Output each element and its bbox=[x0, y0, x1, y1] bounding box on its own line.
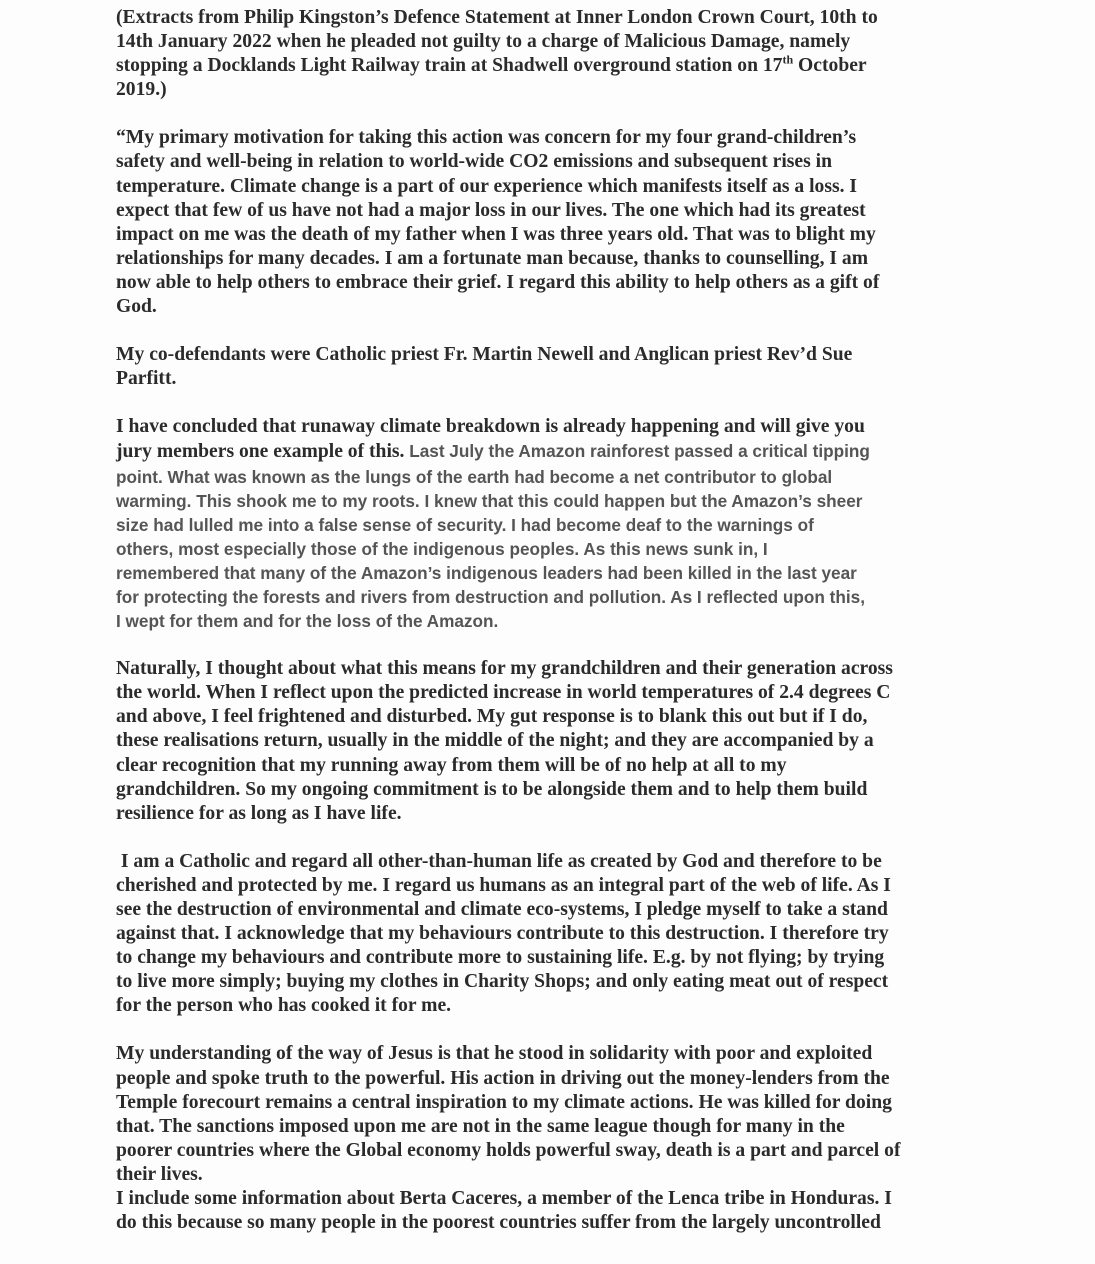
text-line: remembered that many of the Amazon’s indigenous leaders had been killed in the last year bbox=[116, 562, 857, 583]
text-line: grandchildren. So my ongoing commitment is to be alongside them and to help them build bbox=[116, 778, 868, 800]
text-fragment: jury members one example of this. bbox=[116, 441, 405, 463]
text-line: others, most especially those of the indigenous peoples. As this news sunk in, I bbox=[116, 538, 768, 559]
text-line: these realisations return, usually in the middle of the night; and they are accompanied by a bbox=[116, 730, 874, 752]
text-line: see the destruction of environmental and climate eco-systems, I pledge myself to take a stand bbox=[116, 899, 888, 920]
berta-caceres-paragraph bbox=[116, 1187, 961, 1235]
text-line: and above, I feel frightened and disturbed. My gut response is to blank this out but if I do, bbox=[116, 706, 868, 728]
text-line: I have concluded that runaway climate breakdown is already happening and will give you bbox=[116, 416, 865, 438]
motivation-paragraph bbox=[116, 126, 961, 319]
text-line: the world. When I reflect upon the predicted increase in world temperatures of 2.4 degrees C bbox=[116, 682, 891, 704]
text-line: for the person who has cooked it for me. bbox=[116, 995, 452, 1017]
text-line: that. The sanctions imposed upon me are not in the same league though for many in the bbox=[116, 1115, 845, 1137]
sans-passage bbox=[116, 465, 961, 634]
text-line: do this because so many people in the poorest countries suffer from the largely uncontrolled bbox=[116, 1212, 881, 1234]
text-line: clear recognition that my running away from them will be of no help at all to my bbox=[116, 754, 787, 776]
text-line: I am a Catholic and regard all other-than-human life as created by God and therefore to be bbox=[116, 850, 882, 872]
text-line: their lives. bbox=[116, 1163, 203, 1185]
text-line: 14th January 2022 when he pleaded not guilty to a charge of Malicious Damage, namely bbox=[116, 31, 851, 53]
text-line: to live more simply; buying my clothes in Charity Shops; and only eating meat out of respect bbox=[116, 971, 889, 993]
text-line: Naturally, I thought about what this means for my grandchildren and their generation across bbox=[116, 658, 893, 680]
text-line: expect that few of us have not had a major loss in our lives. The one which had its greatest bbox=[116, 199, 866, 221]
text-fragment: Last July the Amazon rainforest passed a critical tipping bbox=[404, 441, 870, 462]
text-line: people and spoke truth to the powerful. His action in driving out the money-lenders from the bbox=[116, 1067, 890, 1089]
text-line: point. What was known as the lungs of the earth had become a net contributor to global bbox=[116, 466, 833, 487]
text-line: I include some information about Berta Caceres, a member of the Lenca tribe in Honduras. I bbox=[116, 1188, 892, 1210]
text-line: Temple forecourt remains a central inspiration to my climate actions. He was killed for doing bbox=[116, 1091, 892, 1113]
text-line: now able to help others to embrace their grief. I regard this ability to help others as a gift of bbox=[116, 271, 880, 293]
text-line: relationships for many decades. I am a fortunate man because, thanks to counselling, I am bbox=[116, 247, 869, 269]
text-line: My understanding of the way of Jesus is that he stood in solidarity with poor and exploited bbox=[116, 1043, 873, 1065]
text-line: God. bbox=[116, 296, 157, 318]
text-line: “My primary motivation for taking this action was concern for my four grand-children’s bbox=[116, 127, 857, 149]
text-line: temperature. Climate change is a part of our experience which manifests itself as a loss. I bbox=[116, 175, 858, 197]
text-line: impact on me was the death of my father when I was three years old. That was to blight my bbox=[116, 223, 876, 245]
ordinal-suffix: th bbox=[782, 52, 794, 67]
text-line: to change my behaviours and contribute more to sustaining life. E.g. by not flying; by trying bbox=[116, 947, 885, 969]
text-line: for protecting the forests and rivers from destruction and pollution. As I reflected upon this, bbox=[116, 586, 865, 607]
document-body bbox=[116, 6, 961, 1235]
text-line: warming. This shook me to my roots. I knew that this could happen but the Amazon’s sheer bbox=[116, 490, 863, 511]
text-line: against that. I acknowledge that my behaviours contribute to this destruction. I therefore try bbox=[116, 923, 889, 945]
grandchildren-paragraph bbox=[116, 657, 961, 826]
catholic-paragraph bbox=[116, 850, 961, 1019]
runaway-climate-paragraph bbox=[116, 415, 961, 633]
text-line: poorer countries where the Global economy holds powerful sway, death is a part and parcel of bbox=[116, 1139, 901, 1161]
codefendants-paragraph bbox=[116, 343, 961, 391]
text-line: My co-defendants were Catholic priest Fr. Martin Newell and Anglican priest Rev’d Sue bbox=[116, 344, 853, 366]
text-fragment: October bbox=[793, 55, 867, 77]
text-line: cherished and protected by me. I regard us humans as an integral part of the web of life. As I bbox=[116, 874, 891, 896]
text-line: size had lulled me into a false sense of security. I had become deaf to the warnings of bbox=[116, 514, 814, 535]
text-line bbox=[116, 439, 961, 464]
jesus-paragraph bbox=[116, 1042, 961, 1187]
text-line bbox=[116, 54, 961, 78]
text-line: I wept for them and for the loss of the Amazon. bbox=[116, 611, 499, 632]
text-line: 2019.) bbox=[116, 79, 167, 101]
intro-paragraph bbox=[116, 6, 961, 102]
text-line: (Extracts from Philip Kingston’s Defence Statement at Inner London Crown Court, 10th to bbox=[116, 7, 878, 28]
text-line: Parfitt. bbox=[116, 368, 177, 390]
text-line: safety and well-being in relation to world-wide CO2 emissions and subsequent rises in bbox=[116, 151, 832, 173]
text-fragment: stopping a Docklands Light Railway train at Shadwell overground station on 17 bbox=[116, 55, 783, 77]
text-line: resilience for as long as I have life. bbox=[116, 802, 402, 824]
